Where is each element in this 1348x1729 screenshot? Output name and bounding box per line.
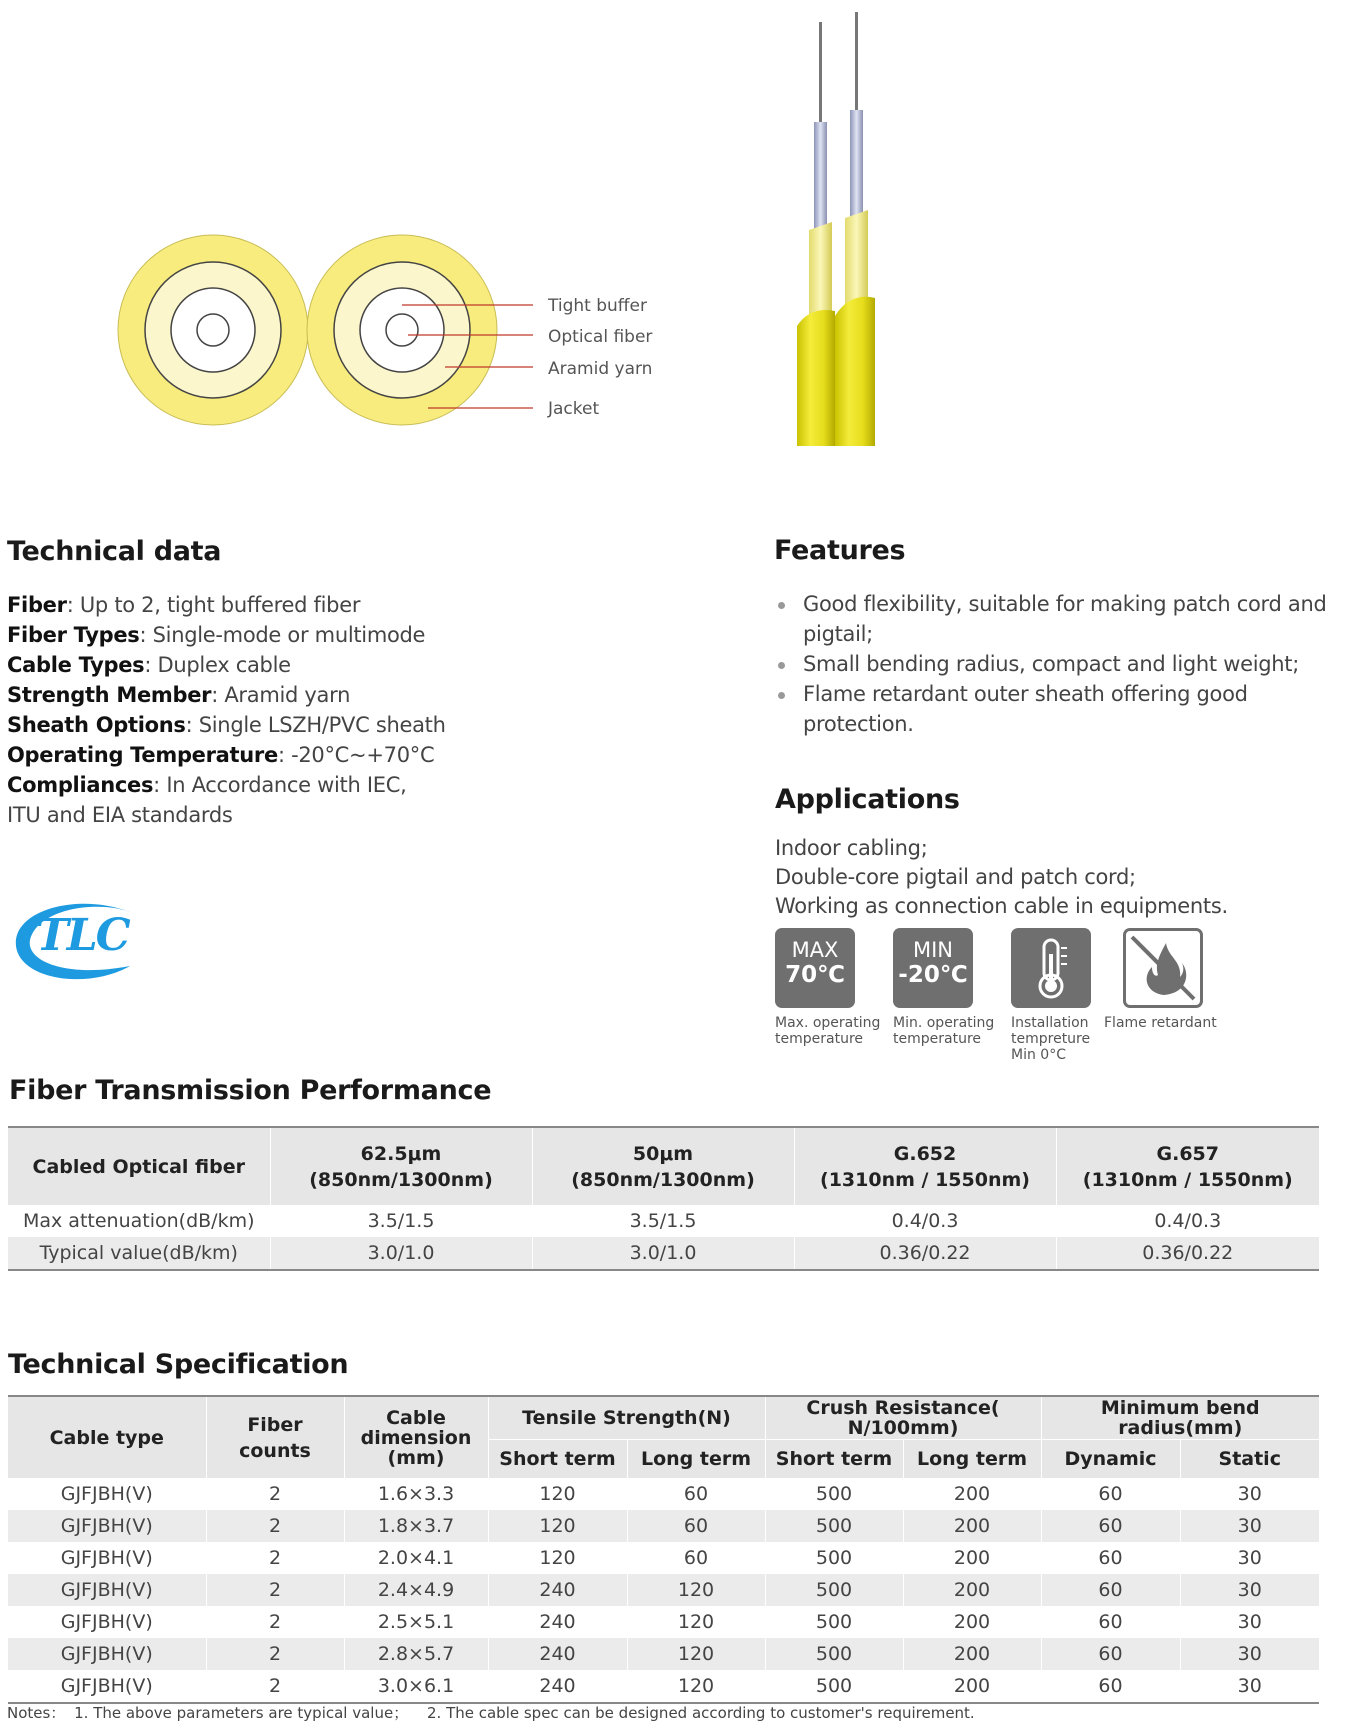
specification-table — [8, 1395, 1319, 1704]
spec-header-tensile-long: Long term — [627, 1440, 765, 1479]
table-row — [8, 1478, 1319, 1510]
feature-item: Small bending radius, compact and light weight; — [774, 649, 1344, 679]
notes-label: Notes： — [7, 1704, 66, 1722]
table-cell: GJFJBH(V) — [8, 1510, 206, 1542]
table-cell: 200 — [903, 1606, 1041, 1638]
table-cell: 2 — [206, 1510, 344, 1542]
tech-item-strength-member: Strength Member: Aramid yarn — [7, 683, 351, 707]
table-cell: 500 — [765, 1670, 903, 1703]
table-cell: 240 — [488, 1670, 627, 1703]
table-cell: GJFJBH(V) — [8, 1606, 206, 1638]
table-row — [8, 1237, 1319, 1270]
table-cell: GJFJBH(V) — [8, 1670, 206, 1703]
tlc-logo — [8, 890, 138, 982]
table-cell: 30 — [1180, 1574, 1319, 1606]
table-cell: 60 — [627, 1542, 765, 1574]
specification-body — [8, 1478, 1319, 1703]
table-cell: 500 — [765, 1638, 903, 1670]
table-cell: 120 — [627, 1670, 765, 1703]
feature-item: Good flexibility, suitable for making patch cord and pigtail; — [774, 589, 1344, 649]
spec-header-bend: Minimum bend radius(mm) — [1041, 1396, 1319, 1440]
table-cell: 0.36/0.22 — [1056, 1237, 1319, 1270]
table-cell: 2 — [206, 1638, 344, 1670]
table-cell: 120 — [488, 1510, 627, 1542]
applications-title: Applications — [775, 784, 960, 815]
table-cell: 200 — [903, 1510, 1041, 1542]
table-row — [8, 1542, 1319, 1574]
table-cell: 2.0×4.1 — [344, 1542, 488, 1574]
table-cell: 0.4/0.3 — [794, 1205, 1056, 1237]
table-cell: 60 — [1041, 1478, 1180, 1510]
perf-header-g657: G.657 (1310nm / 1550nm) — [1056, 1127, 1319, 1205]
notes — [7, 1702, 975, 1723]
flame-retardant-caption: Flame retardant — [1104, 1015, 1217, 1031]
table-row — [8, 1574, 1319, 1606]
tech-item-fiber: Fiber: Up to 2, tight buffered fiber — [7, 593, 361, 617]
table-cell: 30 — [1180, 1606, 1319, 1638]
tech-item-fiber-types: Fiber Types: Single-mode or multimode — [7, 623, 426, 647]
spec-header-dynamic: Dynamic — [1041, 1440, 1180, 1479]
features-title: Features — [774, 535, 906, 566]
tech-item-operating-temperature: Operating Temperature: -20°C~+70°C — [7, 743, 435, 767]
table-cell: 120 — [627, 1574, 765, 1606]
table-cell: 2.5×5.1 — [344, 1606, 488, 1638]
tech-item-compliances-continued: ITU and EIA standards — [7, 803, 233, 827]
tech-item-compliances: Compliances: In Accordance with IEC, — [7, 773, 407, 797]
table-cell: GJFJBH(V) — [8, 1478, 206, 1510]
table-cell: 1.6×3.3 — [344, 1478, 488, 1510]
table-cell: 60 — [627, 1510, 765, 1542]
technical-data-list — [7, 590, 647, 830]
spec-header-tensile: Tensile Strength(N) — [488, 1396, 765, 1440]
table-cell: 1.8×3.7 — [344, 1510, 488, 1542]
flame-retardant-icon — [1123, 928, 1203, 1008]
table-cell: 60 — [1041, 1542, 1180, 1574]
performance-header-row — [8, 1127, 1319, 1205]
spec-header-cable-dimension: Cable dimension (mm) — [344, 1396, 488, 1478]
cable-product-illustration — [795, 8, 895, 448]
table-row — [8, 1606, 1319, 1638]
table-cell: 500 — [765, 1510, 903, 1542]
table-cell: 30 — [1180, 1638, 1319, 1670]
note-1: 1. The above parameters are typical value； — [74, 1704, 409, 1722]
table-cell: 30 — [1180, 1510, 1319, 1542]
technical-data-title: Technical data — [7, 536, 222, 567]
spec-header-crush-short: Short term — [765, 1440, 903, 1479]
table-cell: Typical value(dB/km) — [8, 1237, 270, 1270]
perf-header-62-5: 62.5μm (850nm/1300nm) — [270, 1127, 532, 1205]
table-row — [8, 1670, 1319, 1703]
table-cell: 2 — [206, 1670, 344, 1703]
table-row — [8, 1510, 1319, 1542]
table-cell: 30 — [1180, 1542, 1319, 1574]
tlc-logo-text: TLC — [36, 910, 129, 961]
specification-title: Technical Specification — [8, 1349, 349, 1380]
features-list — [774, 589, 1344, 739]
label-jacket: Jacket — [548, 399, 600, 419]
table-cell: 60 — [1041, 1638, 1180, 1670]
table-cell: 120 — [488, 1478, 627, 1510]
table-cell: 30 — [1180, 1670, 1319, 1703]
table-cell: 3.5/1.5 — [532, 1205, 794, 1237]
label-optical-fiber: Optical fiber — [548, 327, 653, 347]
feature-item: Flame retardant outer sheath offering good protection. — [774, 679, 1344, 739]
application-item: Double-core pigtail and patch cord; — [775, 865, 1136, 889]
table-cell: 2 — [206, 1478, 344, 1510]
table-cell: 2 — [206, 1574, 344, 1606]
table-cell: GJFJBH(V) — [8, 1542, 206, 1574]
table-cell: 2.8×5.7 — [344, 1638, 488, 1670]
tech-item-sheath-options: Sheath Options: Single LSZH/PVC sheath — [7, 713, 446, 737]
performance-title: Fiber Transmission Performance — [9, 1075, 492, 1106]
table-cell: 240 — [488, 1606, 627, 1638]
label-tight-buffer: Tight buffer — [548, 296, 647, 316]
table-cell: 2 — [206, 1606, 344, 1638]
table-cell: 60 — [627, 1478, 765, 1510]
table-cell: 200 — [903, 1638, 1041, 1670]
table-cell: 240 — [488, 1638, 627, 1670]
flame-glyph — [1126, 931, 1200, 1005]
tech-item-cable-types: Cable Types: Duplex cable — [7, 653, 291, 677]
table-cell: Max attenuation(dB/km) — [8, 1205, 270, 1237]
max-temperature-icon: MAX 70℃ — [775, 928, 855, 1008]
table-cell: 60 — [1041, 1510, 1180, 1542]
min-temperature-caption: Min. operating temperature — [893, 1015, 995, 1047]
table-cell: 120 — [627, 1606, 765, 1638]
table-cell: 200 — [903, 1670, 1041, 1703]
table-cell: GJFJBH(V) — [8, 1574, 206, 1606]
application-item: Working as connection cable in equipments. — [775, 894, 1228, 918]
table-cell: 3.0/1.0 — [532, 1237, 794, 1270]
table-cell: 0.4/0.3 — [1056, 1205, 1319, 1237]
table-cell: 200 — [903, 1542, 1041, 1574]
spec-header-tensile-short: Short term — [488, 1440, 627, 1479]
spec-header-cable-type: Cable type — [8, 1396, 206, 1478]
table-cell: 120 — [488, 1542, 627, 1574]
table-cell: 200 — [903, 1574, 1041, 1606]
min-temperature-icon: MIN -20℃ — [893, 928, 973, 1008]
spec-header-fiber-counts: Fiber counts — [206, 1396, 344, 1478]
table-cell: 500 — [765, 1478, 903, 1510]
performance-table — [8, 1126, 1319, 1271]
table-cell: 60 — [1041, 1574, 1180, 1606]
application-item: Indoor cabling; — [775, 836, 928, 860]
table-cell: 120 — [627, 1638, 765, 1670]
table-cell: 30 — [1180, 1478, 1319, 1510]
table-cell: GJFJBH(V) — [8, 1638, 206, 1670]
table-cell: 2.4×4.9 — [344, 1574, 488, 1606]
table-cell: 3.0×6.1 — [344, 1670, 488, 1703]
table-cell: 0.36/0.22 — [794, 1237, 1056, 1270]
thermometer-icon — [1011, 928, 1091, 1008]
spec-header-crush: Crush Resistance( N/100mm) — [765, 1396, 1041, 1440]
label-aramid-yarn: Aramid yarn — [548, 359, 653, 379]
applications-list — [775, 834, 1345, 921]
table-cell: 2 — [206, 1542, 344, 1574]
table-row — [8, 1638, 1319, 1670]
table-cell: 500 — [765, 1542, 903, 1574]
table-cell: 60 — [1041, 1670, 1180, 1703]
table-cell: 3.5/1.5 — [270, 1205, 532, 1237]
thermometer-glyph — [1011, 928, 1091, 1008]
note-2: 2. The cable spec can be designed according to customer's requirement. — [427, 1704, 975, 1722]
table-cell: 200 — [903, 1478, 1041, 1510]
table-cell: 240 — [488, 1574, 627, 1606]
perf-header-g652: G.652 (1310nm / 1550nm) — [794, 1127, 1056, 1205]
table-row — [8, 1205, 1319, 1237]
table-cell: 60 — [1041, 1606, 1180, 1638]
table-cell: 500 — [765, 1574, 903, 1606]
max-temperature-caption: Max. operating temperature — [775, 1015, 881, 1047]
perf-header-50: 50μm (850nm/1300nm) — [532, 1127, 794, 1205]
spec-header-static: Static — [1180, 1440, 1319, 1479]
spec-header-crush-long: Long term — [903, 1440, 1041, 1479]
installation-temperature-caption: Installation tempreture Min 0°C — [1011, 1015, 1091, 1063]
spec-header-row-1 — [8, 1396, 1319, 1440]
table-cell: 500 — [765, 1606, 903, 1638]
table-cell: 3.0/1.0 — [270, 1237, 532, 1270]
perf-header-cabled-fiber: Cabled Optical fiber — [8, 1127, 270, 1205]
